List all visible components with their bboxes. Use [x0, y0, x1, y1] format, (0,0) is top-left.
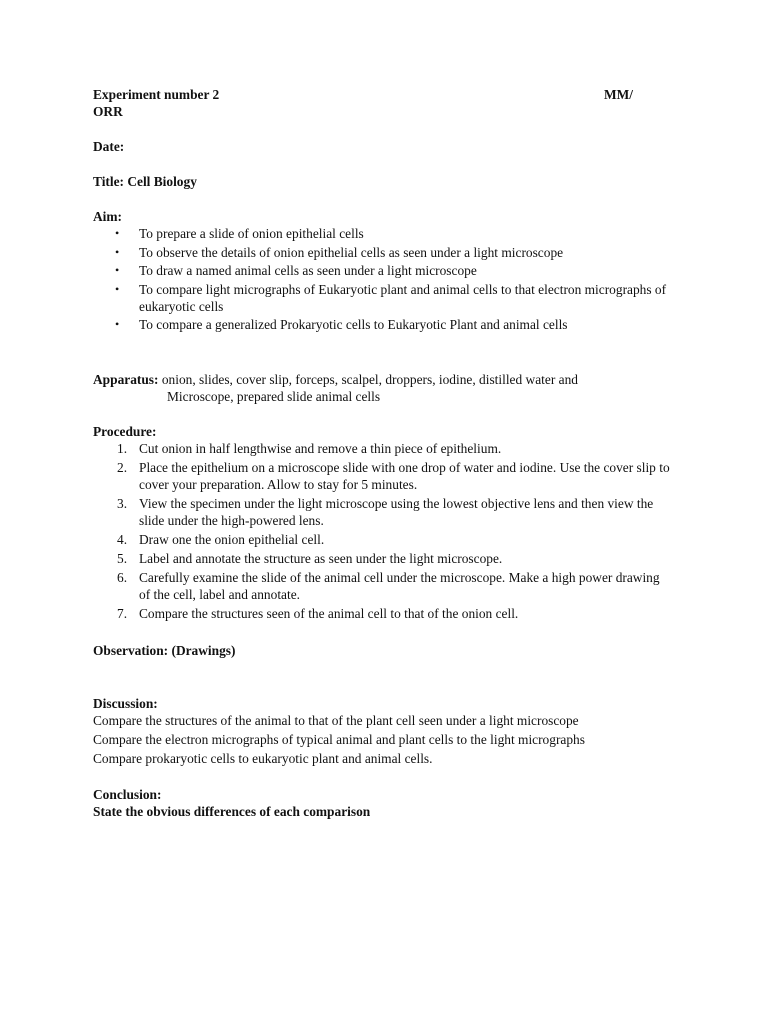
- discussion-label: Discussion:: [93, 695, 158, 711]
- bullet-icon: •: [115, 244, 120, 259]
- discussion-line: Compare prokaryotic cells to eukaryotic plant and animal cells.: [93, 750, 433, 766]
- apparatus-section: [93, 371, 673, 388]
- aim-list: [93, 225, 673, 333]
- list-item: • To draw a named animal cells as seen under a light microscope: [115, 263, 477, 278]
- list-item: 3. View the specimen under the light microscope using the lowest objective lens and then view the slide under the high-powered lens.: [117, 495, 654, 528]
- list-item: 2. Place the epithelium on a microscope slide with one drop of water and iodine. Use the cover slip to cover your preparation. Allow to stay for 5 minutes.: [117, 459, 670, 492]
- date-label: Date:: [93, 139, 125, 154]
- bullet-icon: •: [115, 317, 120, 331]
- initials-left: ORR: [93, 104, 123, 119]
- list-item: 7. Compare the structures seen of the animal cell to that of the onion cell.: [117, 605, 519, 621]
- discussion-line: Compare the structures of the animal to that of the plant cell seen under a light microscope: [93, 712, 579, 728]
- title-line: Title: Cell Biology: [93, 174, 197, 189]
- apparatus-line2: Microscope, prepared slide animal cells: [167, 388, 381, 404]
- procedure-label: Procedure:: [93, 423, 157, 439]
- list-item: • To compare light micrographs of Eukaryotic plant and animal cells to that electron micrographs of eukaryotic cells: [115, 281, 667, 314]
- bullet-icon: •: [115, 226, 120, 240]
- list-item: • To prepare a slide of onion epithelial cells: [115, 226, 364, 241]
- bullet-icon: •: [115, 281, 120, 296]
- list-item: 4. Draw one the onion epithelial cell.: [117, 531, 325, 547]
- experiment-number: Experiment number 2: [93, 87, 220, 102]
- initials-right: MM/: [604, 87, 633, 102]
- conclusion-label: Conclusion:: [93, 786, 162, 802]
- procedure-list: [93, 440, 673, 622]
- document-page: [93, 86, 673, 820]
- list-item: 5. Label and annotate the structure as seen under the light microscope.: [117, 550, 503, 566]
- list-item: 1. Cut onion in half lengthwise and remove a thin piece of epithelium.: [117, 440, 502, 456]
- conclusion-text: State the obvious differences of each comparison: [93, 803, 371, 819]
- list-item: 6. Carefully examine the slide of the animal cell under the microscope. Make a high power drawing of the cell, label and annotate.: [117, 569, 660, 602]
- observation-label: Observation: (Drawings): [93, 642, 236, 658]
- bullet-icon: •: [115, 263, 120, 277]
- header-row: [93, 86, 673, 103]
- list-item: • To compare a generalized Prokaryotic cells to Eukaryotic Plant and animal cells: [115, 317, 568, 332]
- apparatus-line1: onion, slides, cover slip, forceps, scalpel, droppers, iodine, distilled water and: [161, 371, 578, 387]
- aim-label: Aim:: [93, 209, 123, 224]
- discussion-line: Compare the electron micrographs of typical animal and plant cells to the light micrographs: [93, 731, 585, 747]
- list-item: • To observe the details of onion epithelial cells as seen under a light microscope: [115, 244, 564, 260]
- apparatus-label: Apparatus:: [93, 371, 159, 387]
